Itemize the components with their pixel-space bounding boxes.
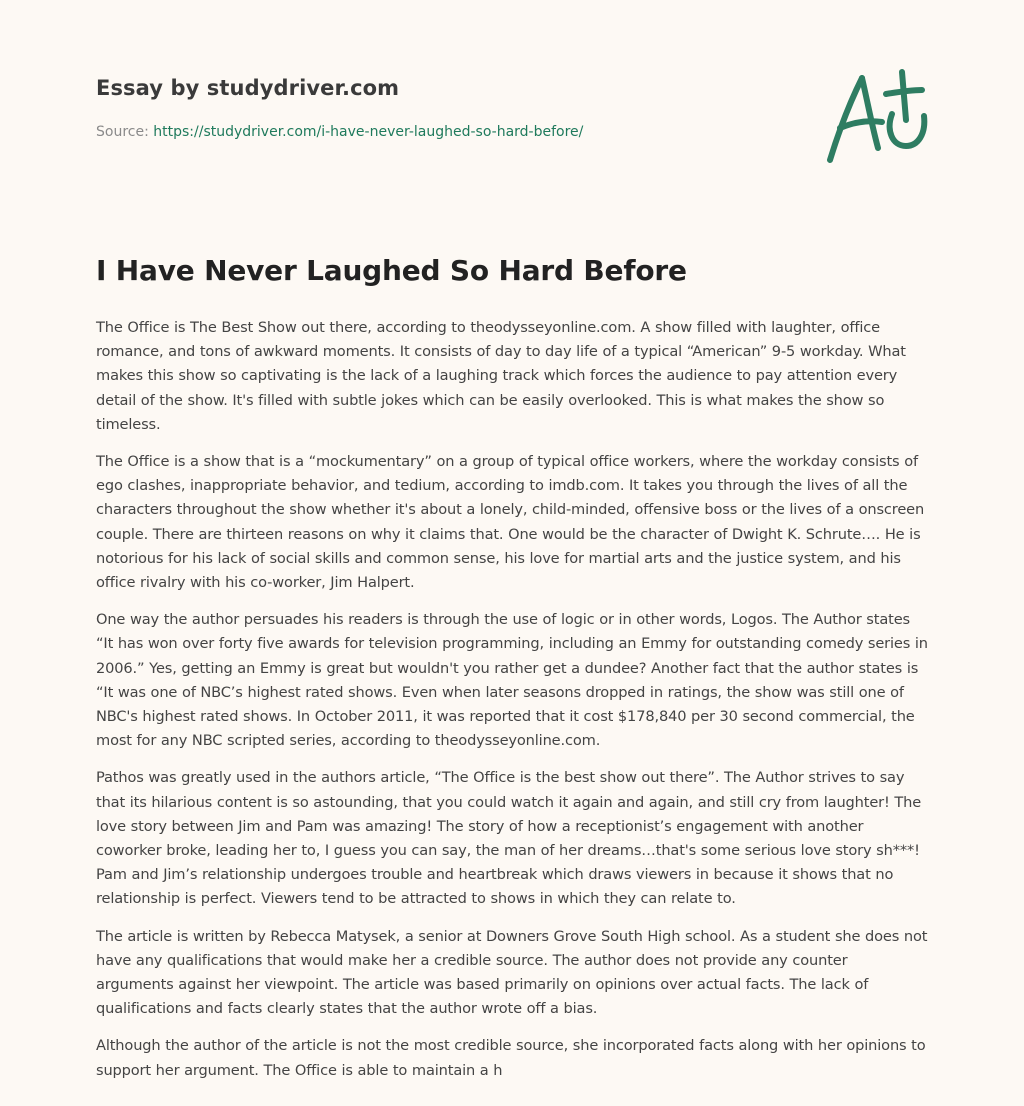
essay-title: I Have Never Laughed So Hard Before: [96, 254, 687, 287]
essay-paragraph: One way the author persuades his readers is through the use of logic or in other words, Logos. The Author states “It has won over forty five awards for television programming, including an Emmy for outstanding comedy series in 2006.” Yes, getting an Emmy is great but wouldn't you rather get a dundee? Another fact that the author states is “It was one of NBC’s highest rated shows. Even when later seasons dropped in ratings, the show was still one of NBC's highest rated shows. In October 2011, it was reported that it cost $178,840 per 30 second commercial, the most for any NBC scripted series, according to theodysseyonline.com.: [96, 611, 928, 750]
source-link[interactable]: https://studydriver.com/i-have-never-laughed-so-hard-before/: [153, 124, 584, 140]
source-label: Source:: [96, 124, 149, 140]
essay-body: [96, 316, 928, 1096]
a-plus-logo-icon: [822, 64, 932, 168]
essay-paragraph: Although the author of the article is not the most credible source, she incorporated facts along with her opinions to support her argument. The Office is able to maintain a h: [96, 1037, 926, 1079]
essay-paragraph: The Office is a show that is a “mockumentary” on a group of typical office workers, where the workday consists of ego clashes, inappropriate behavior, and tedium, according to imdb.com. It takes you through the lives of all the characters throughout the show whether it's about a lonely, child-minded, offensive boss or the lives of a onscreen couple. There are thirteen reasons on why it claims that. One would be the character of Dwight K. Schrute…. He is notorious for his lack of social skills and common sense, his love for martial arts and the justice system, and his office rivalry with his co-worker, Jim Halpert.: [96, 453, 925, 592]
source-line: [96, 124, 583, 140]
brand-title: Essay by studydriver.com: [96, 76, 400, 100]
essay-paragraph: Pathos was greatly used in the authors article, “The Office is the best show out there”. The Author strives to say that its hilarious content is so astounding, that you could watch it again and again, and still cry from laughter! The love story between Jim and Pam was amazing! The story of how a receptionist’s engagement with another coworker broke, leading her to, I guess you can say, the man of her dreams…that's some serious love story sh***! Pam and Jim’s relationship undergoes trouble and heartbreak which draws viewers in because it shows that no relationship is perfect. Viewers tend to be attracted to shows in which they can relate to.: [96, 769, 922, 908]
essay-paragraph: The Office is The Best Show out there, according to theodysseyonline.com. A show filled with laughter, office romance, and tons of awkward moments. It consists of day to day life of a typical “American” 9-5 workday. What makes this show so captivating is the lack of a laughing track which forces the audience to pay attention every detail of the show. It's filled with subtle jokes which can be easily overlooked. This is what makes the show so timeless.: [96, 319, 906, 433]
essay-paragraph: The article is written by Rebecca Matysek, a senior at Downers Grove South High school. As a student she does not have any qualifications that would make her a credible source. The author does not provide any counter arguments against her viewpoint. The article was based primarily on opinions over actual facts. The lack of qualifications and facts clearly states that the author wrote off a bias.: [96, 927, 928, 1018]
